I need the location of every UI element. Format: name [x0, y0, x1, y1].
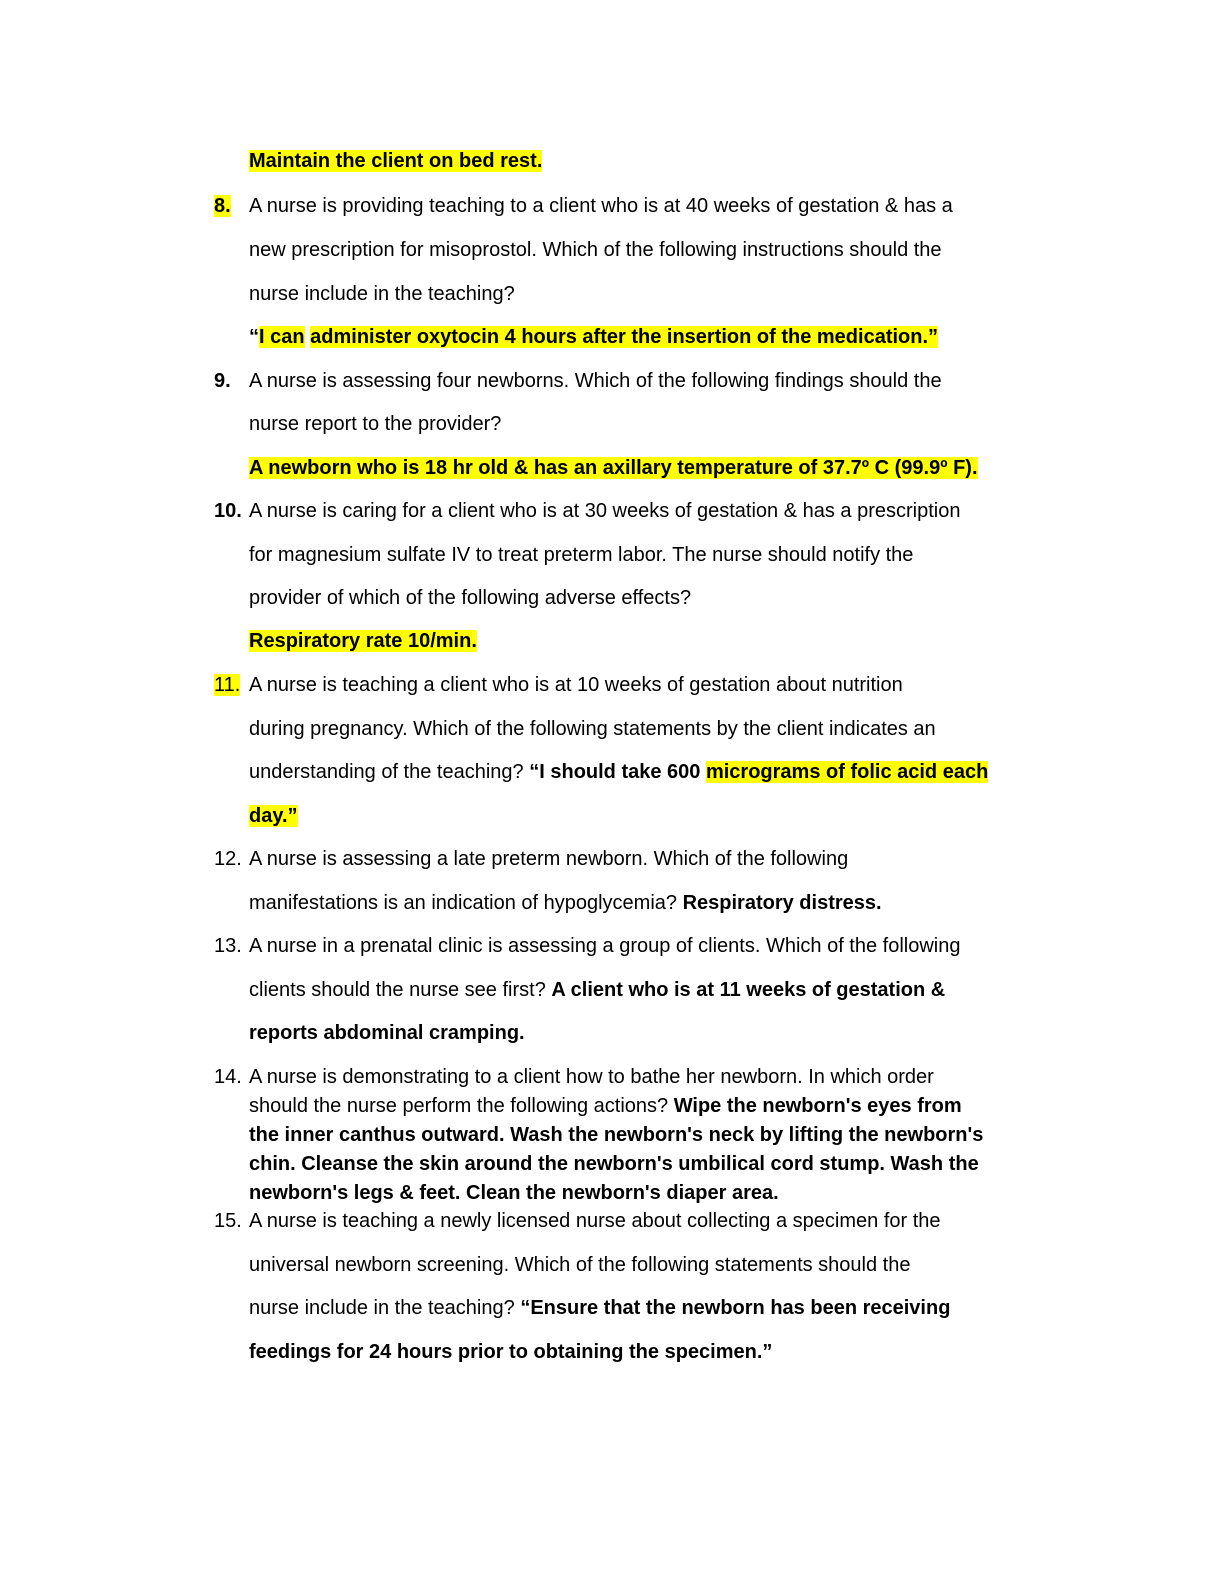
question-number-11: 11.: [214, 674, 241, 696]
question-9-line-1: A nurse is assessing four newborns. Which of the following findings should the: [249, 370, 942, 392]
question-10-answer: Respiratory rate 10/min.: [249, 630, 477, 652]
question-15-line-1: A nurse is teaching a newly licensed nurse about collecting a specimen for the: [249, 1210, 941, 1232]
question-12-line-1: A nurse is assessing a late preterm newborn. Which of the following: [249, 848, 849, 870]
question-11-line-1: A nurse is teaching a client who is at 10 weeks of gestation about nutrition: [249, 674, 903, 696]
question-13-line-3: reports abdominal cramping.: [249, 1022, 525, 1044]
question-15-line-4: feedings for 24 hours prior to obtaining the specimen.”: [249, 1341, 773, 1363]
question-9-answer: A newborn who is 18 hr old & has an axillary temperature of 37.7º C (99.9º F).: [249, 457, 978, 479]
question-10-line-2: for magnesium sulfate IV to treat preterm labor. The nurse should notify the: [249, 544, 914, 566]
question-number-12: 12.: [214, 848, 242, 870]
question-number-14: 14.: [214, 1066, 242, 1088]
intro-answer-text: Maintain the client on bed rest.: [249, 150, 543, 172]
question-10-line-1: A nurse is caring for a client who is at 30 weeks of gestation & has a prescription: [249, 500, 961, 522]
question-number-10: 10.: [214, 500, 242, 522]
question-11-line-3: understanding of the teaching? “I should take 600 micrograms of folic acid each: [249, 761, 989, 783]
question-15-line-2: universal newborn screening. Which of the following statements should the: [249, 1254, 911, 1276]
question-13-line-1: A nurse in a prenatal clinic is assessing a group of clients. Which of the following: [249, 935, 961, 957]
question-10-line-3: provider of which of the following adverse effects?: [249, 587, 692, 609]
question-12-line-2: manifestations is an indication of hypoglycemia? Respiratory distress.: [249, 892, 882, 914]
question-8-line-1: A nurse is providing teaching to a client who is at 40 weeks of gestation & has a: [249, 195, 953, 217]
question-number-9: 9.: [214, 370, 231, 392]
question-9-line-2: nurse report to the provider?: [249, 413, 502, 435]
question-number-13: 13.: [214, 935, 242, 957]
question-number-8: 8.: [214, 195, 231, 217]
question-8-line-2: new prescription for misoprostol. Which of the following instructions should the: [249, 239, 942, 261]
question-8-line-3: nurse include in the teaching?: [249, 283, 515, 305]
question-11-line-4: day.”: [249, 805, 298, 827]
question-14-line-3: the inner canthus outward. Wash the newborn's neck by lifting the newborn's: [249, 1124, 984, 1146]
question-14-line-1: A nurse is demonstrating to a client how to bathe her newborn. In which order: [249, 1066, 934, 1088]
question-14-line-4: chin. Cleanse the skin around the newborn's umbilical cord stump. Wash the: [249, 1153, 979, 1175]
question-number-15: 15.: [214, 1210, 242, 1232]
question-8-answer: “I can administer oxytocin 4 hours after the insertion of the medication.”: [249, 326, 939, 348]
question-15-line-3: nurse include in the teaching? “Ensure that the newborn has been receiving: [249, 1297, 951, 1319]
question-11-line-2: during pregnancy. Which of the following statements by the client indicates an: [249, 718, 936, 740]
question-14-line-2: should the nurse perform the following actions? Wipe the newborn's eyes from: [249, 1095, 962, 1117]
question-13-line-2: clients should the nurse see first? A client who is at 11 weeks of gestation &: [249, 979, 946, 1001]
intro-answer: [249, 148, 542, 174]
question-14-line-5: newborn's legs & feet. Clean the newborn's diaper area.: [249, 1182, 779, 1204]
